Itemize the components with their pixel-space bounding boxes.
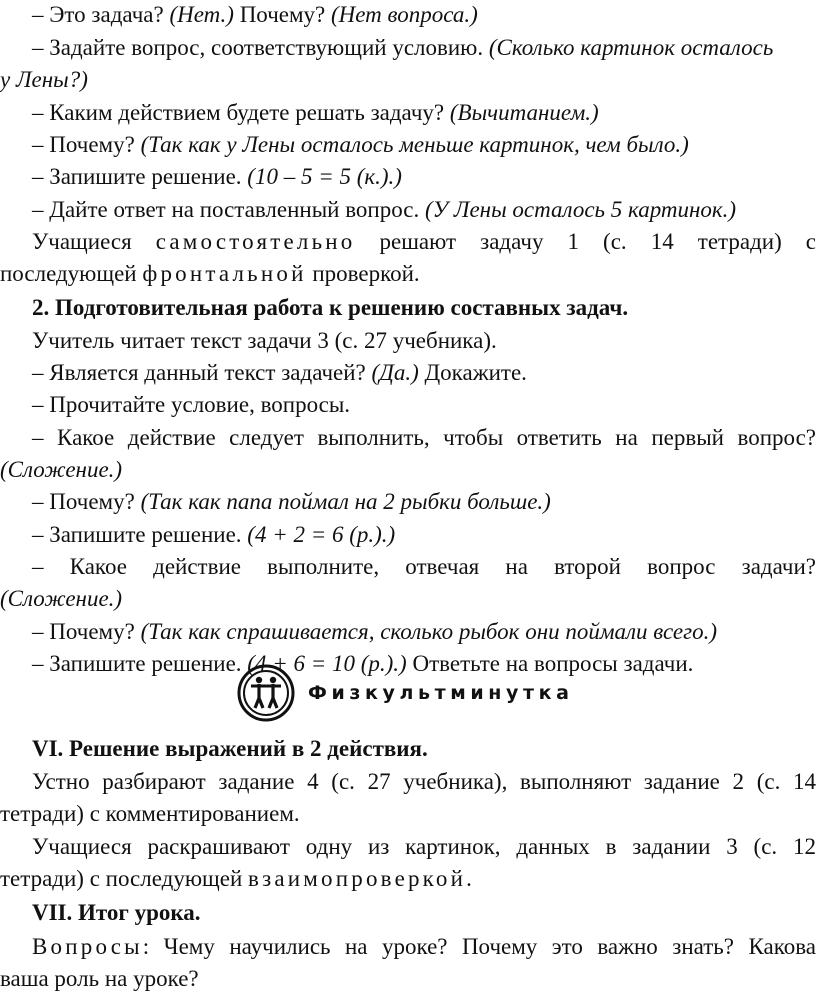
text-line [0,359,816,387]
answer-italic: (Так как у Лены осталось меньше картинок, чем было.) [140,132,689,157]
dialog-question: – Почему? [32,619,141,644]
text-line [0,768,816,796]
dialog-question: Почему? [233,2,331,27]
paragraph-text: последующей [0,261,143,286]
answer-italic: (4 + 2 = 6 (р.).) [247,522,396,547]
spaced-word: взаимопроверкой [248,866,467,891]
answer-italic: (Вычитанием.) [449,100,599,125]
exercise-icon [236,663,296,723]
text-line [0,488,816,516]
fizkultminutka-banner [236,663,574,723]
section-heading [0,735,816,763]
text-line [0,833,816,861]
paragraph-text: Учащиеся раскрашивают одну из картинок, данных в задании 3 (с. 12 [32,834,816,859]
text-line [0,163,816,191]
text-line [0,965,816,993]
dialog-question: – Какое действие выполните, отвечая на второй вопрос задачи? [32,554,816,579]
section-heading [0,294,816,322]
paragraph-text: решают задачу 1 (с. 14 тетради) с [355,229,816,254]
paragraph-text: Устно разбирают задание 4 (с. 27 учебника), выполняют задание 2 (с. 14 [32,769,816,794]
text-line [0,260,816,288]
dialog-question: Докажите. [418,360,527,385]
paragraph-text: Учащиеся [32,229,156,254]
text-line [0,585,816,613]
spaced-word: фронтальной [142,261,307,286]
paragraph-text: . [466,866,472,891]
heading-text: VII. Итог урока. [32,900,201,925]
text-line [0,933,816,961]
text-line [0,521,816,549]
text-line [0,618,816,646]
dialog-question: – Прочитайте условие, вопросы. [32,392,351,417]
text-line [0,34,816,62]
text-line [0,800,816,828]
dialog-question: – Почему? [32,489,141,514]
answer-italic: (10 – 5 = 5 (к.).) [247,164,402,189]
text-line [0,99,816,127]
answer-italic: (Так как папа поймал на 2 рыбки больше.) [140,489,551,514]
answer-italic: (Сложение.) [0,457,123,482]
fizkultminutka-label: Физкультминутка [308,682,574,704]
answer-italic: (Да.) [371,360,419,385]
paragraph-text: проверкой. [306,261,420,286]
text-line [0,1,816,29]
text-line [0,66,816,94]
answer-italic: у Лены?) [0,67,88,92]
text-line [0,228,816,256]
paragraph-text: ваша роль на уроке? [0,966,199,991]
text-line [0,424,816,452]
text-line [0,456,816,484]
answer-italic: (У Лены осталось 5 картинок.) [425,197,737,222]
dialog-question: – Запишите решение. [32,164,248,189]
text-line [0,196,816,224]
dialog-question: – Это задача? [32,2,170,27]
answer-italic: (Нет.) [169,2,234,27]
dialog-question: – Запишите решение. [32,651,248,676]
paragraph-text: тетради) с последующей [0,866,249,891]
dialog-question: – Какое действие следует выполнить, чтобы ответить на первый вопрос? [32,425,816,450]
paragraph-text: : Чему научились на уроке? Почему это важно знать? Какова [142,934,816,959]
dialog-question: – Является данный текст задачей? [32,360,372,385]
answer-italic: (Нет вопроса.) [331,2,478,27]
answer-italic: (Так как спрашивается, сколько рыбок они поймали всего.) [140,619,717,644]
dialog-question: – Почему? [32,132,141,157]
paragraph-text: тетради) с комментированием. [0,801,300,826]
heading-text: 2. Подготовительная работа к решению составных задач. [32,295,629,320]
text-line [0,131,816,159]
dialog-question: – Задайте вопрос, соответствующий условию. [32,35,489,60]
dialog-question: – Каким действием будете решать задачу? [32,100,450,125]
dialog-question: Ответьте на вопросы задачи. [406,651,694,676]
paragraph-text: Учитель читает текст задачи 3 (с. 27 учебника). [32,328,497,353]
spaced-word: самостоятельно [155,229,356,254]
text-line [0,391,816,419]
text-line [0,327,816,355]
answer-italic: (4 + 6 = 10 (р.).) [247,651,407,676]
text-line [0,865,816,893]
text-line [0,553,816,581]
spaced-word: Вопросы [32,934,143,959]
answer-italic: (Сложение.) [0,586,123,611]
dialog-question: – Дайте ответ на поставленный вопрос. [32,197,426,222]
heading-text: VI. Решение выражений в 2 действия. [32,736,428,761]
section-heading [0,899,816,927]
dialog-question: – Запишите решение. [32,522,248,547]
answer-italic: (Сколько картинок осталось [488,35,774,60]
